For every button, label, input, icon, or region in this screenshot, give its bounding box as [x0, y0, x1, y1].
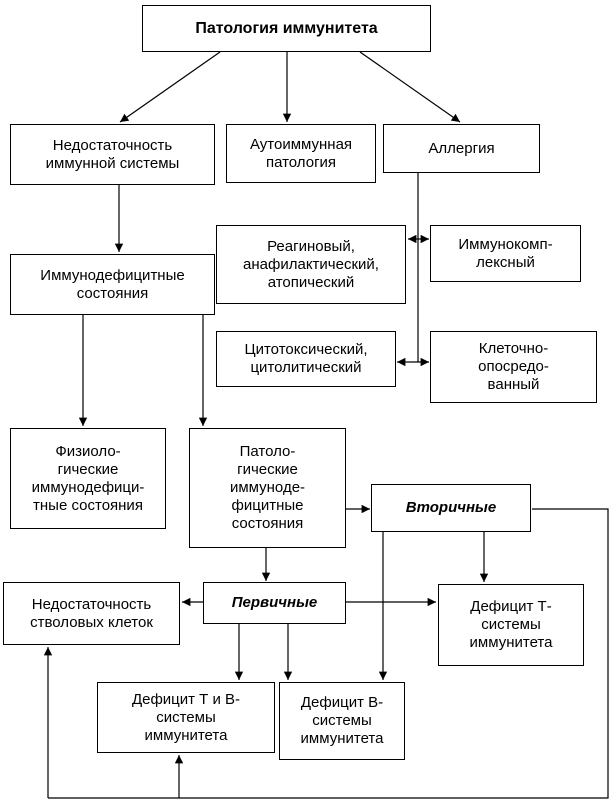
node-reaginic: Реагиновый, анафилактический, атопический — [216, 225, 406, 304]
node-physiological: Физиоло- гические иммунодефици- тные состояния — [10, 428, 166, 529]
node-autoimmune: Аутоиммунная патология — [226, 124, 376, 183]
node-root: Патология иммунитета — [142, 5, 431, 52]
node-tb-deficit: Дефицит Т и В- системы иммунитета — [97, 682, 275, 753]
node-cytotoxic: Цитотоксический, цитолитический — [216, 331, 396, 387]
node-stem-cell: Недостаточность стволовых клеток — [3, 582, 180, 645]
node-cell-mediated: Клеточно- опосредо- ванный — [430, 331, 597, 403]
arrow-root-to-allergy — [360, 52, 460, 122]
node-pathological: Патоло- гические иммуноде- фицитные состояния — [189, 428, 346, 548]
node-secondary: Вторичные — [371, 484, 531, 532]
node-b-deficit: Дефицит В- системы иммунитета — [279, 682, 405, 760]
node-allergy: Аллергия — [383, 124, 540, 173]
node-immunocomplex: Иммунокомп- лексный — [430, 225, 581, 282]
node-t-deficit: Дефицит Т- системы иммунитета — [438, 584, 584, 666]
node-immunodeficient: Иммунодефицитные состояния — [10, 254, 215, 315]
node-immune-insufficiency: Недостаточность иммунной системы — [10, 124, 215, 185]
node-primary: Первичные — [203, 582, 346, 624]
arrow-root-to-insufficiency — [120, 52, 220, 122]
